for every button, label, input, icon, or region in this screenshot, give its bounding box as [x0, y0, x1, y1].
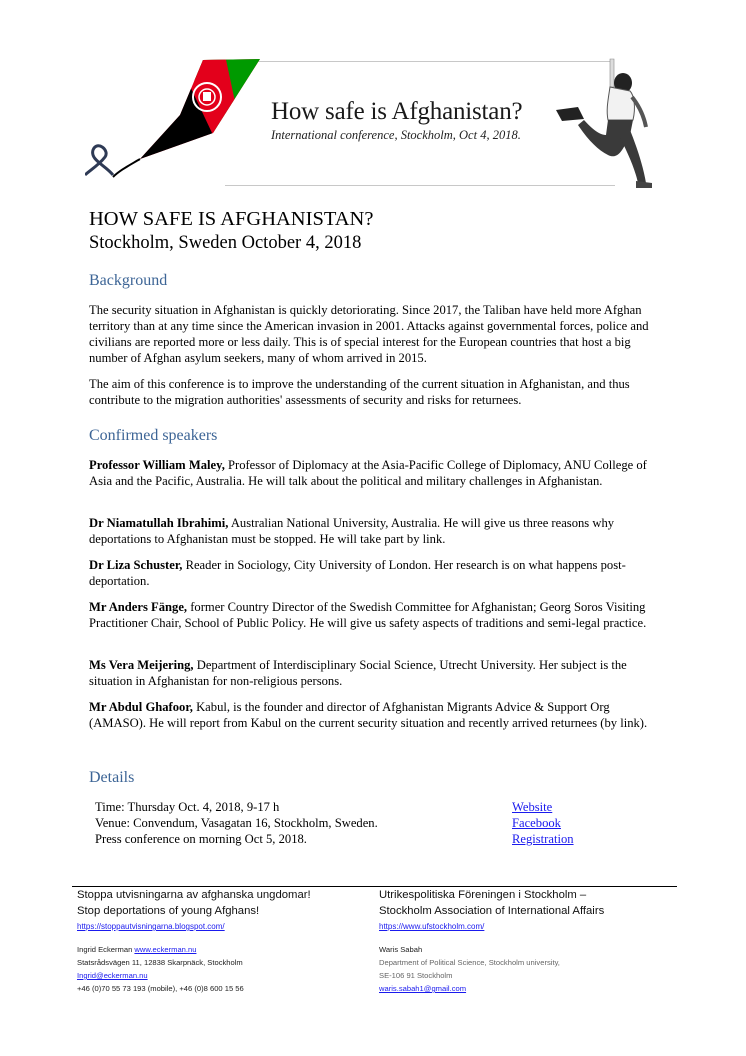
footer-left-line2: Stop deportations of young Afghans!: [77, 905, 260, 917]
registration-link[interactable]: Registration: [512, 832, 574, 846]
banner-subtitle: International conference, Stockholm, Oct 4, 2018.: [271, 128, 521, 142]
detail-press: Press conference on morning Oct 5, 2018.: [95, 832, 307, 846]
speaker-item: [89, 657, 659, 689]
speaker-item: [89, 599, 659, 631]
footer-right-url[interactable]: https://www.ufstockholm.com/: [379, 922, 485, 931]
speaker-name: Dr Niamatullah Ibrahimi,: [89, 516, 229, 530]
footer-left-contact: [77, 945, 196, 954]
page-title: HOW SAFE IS AFGHANISTAN?: [89, 208, 374, 230]
page-subtitle: Stockholm, Sweden October 4, 2018: [89, 233, 362, 253]
speaker-item: [89, 699, 659, 731]
speaker-description: former Country Director of the Swedish Committee for Afghanistan; Georg Soros Visiting Practitioner Chair, School of Public Policy. He will give us safety aspects of traditions and semi-legal practice.: [89, 600, 647, 631]
speaker-name: Dr Liza Schuster,: [89, 558, 183, 572]
speaker-name: Professor William Maley,: [89, 458, 225, 472]
banner-title: How safe is Afghanistan?: [271, 98, 523, 125]
footer-left-contact-name: Ingrid Eckerman: [77, 945, 135, 954]
footer-left-url[interactable]: https://stoppautvisningarna.blogspot.com/: [77, 922, 225, 931]
detail-venue: Venue: Convendum, Vasagatan 16, Stockholm, Sweden.: [95, 816, 378, 830]
speaker-name: Mr Anders Fänge,: [89, 600, 188, 614]
speakers-heading: Confirmed speakers: [89, 427, 218, 444]
afghan-flag-kite-icon: [85, 55, 265, 180]
website-link[interactable]: Website: [512, 800, 553, 814]
banner: [0, 0, 746, 200]
footer-divider: [72, 886, 677, 887]
footer-right-contact-name: Waris Sabah: [379, 945, 423, 954]
speaker-description: Department of Interdisciplinary Social Science, Utrecht University. Her subject is the situation in Afghanistan for non-religious persons.: [89, 658, 627, 689]
speaker-description: Australian National University, Australia. He will give us three reasons why deportations to Afghanistan must be stopped. He will take part by link.: [89, 516, 615, 547]
detail-time: Time: Thursday Oct. 4, 2018, 9-17 h: [95, 800, 280, 814]
speaker-description: Reader in Sociology, City University of London. Her research is on what happens post-deportation.: [89, 558, 626, 589]
speaker-description: Kabul, is the founder and director of Afghanistan Migrants Advice & Support Org (AMASO). He will report from Kabul on the current security situation and recently arrived returnees (by link).: [89, 700, 648, 731]
background-heading: Background: [89, 272, 168, 289]
speaker-name: Ms Vera Meijering,: [89, 658, 194, 672]
speaker-description: Professor of Diplomacy at the Asia-Pacific College of Diplomacy, ANU College of Asia and the Pacific, Australia. He will talk about the political and military challenges in Afghanistan.: [89, 458, 647, 489]
speaker-item: [89, 457, 659, 489]
footer-left-address: Statsrådsvägen 11, 12838 Skarpnäck, Stockholm: [77, 958, 243, 967]
speaker-item: [89, 557, 659, 589]
speaker-item: [89, 515, 659, 547]
footer-right-line1: Utrikespolitiska Föreningen i Stockholm –: [379, 889, 587, 901]
footer-right-dept: Department of Political Science, Stockholm university,: [379, 958, 560, 967]
figure-shirt: [607, 87, 634, 120]
running-boy-icon: [548, 55, 658, 190]
footer-right-address: SE-106 91 Stockholm: [379, 971, 453, 980]
footer-right-email[interactable]: waris.sabah1@gmail.com: [379, 984, 467, 993]
footer-left-phone: +46 (0)70 55 73 193 (mobile), +46 (0)8 600 15 56: [77, 984, 244, 993]
background-paragraph-2: The aim of this conference is to improve the understanding of the current situation in Afghanistan, and thus contribute to the migration authorities' assessments of security and risks for returnees.: [89, 377, 630, 408]
background-paragraph-1: The security situation in Afghanistan is quickly detoriorating. Since 2017, the Taliban have held more Afghan territory than at any time since the American invasion in 2001. Attacks against governmental forces, police and civilians are reported more or less daily. This is of special interest for the European countries that host a big number of Afghan asylum seekers, many of whom arrived in 2015.: [89, 303, 649, 366]
details-heading: Details: [89, 769, 135, 786]
figure-shoe: [556, 107, 584, 121]
kite-tail: [113, 159, 140, 177]
footer-left-contact-site[interactable]: www.eckerman.nu: [134, 945, 197, 954]
footer-right-line2: Stockholm Association of International Affairs: [379, 905, 605, 917]
speaker-name: Mr Abdul Ghafoor,: [89, 700, 193, 714]
footer-left-line1: Stoppa utvisningarna av afghanska ungdomar!: [77, 889, 311, 901]
footer-left-email[interactable]: Ingrid@eckerman.nu: [77, 971, 148, 980]
facebook-link[interactable]: Facebook: [512, 816, 561, 830]
